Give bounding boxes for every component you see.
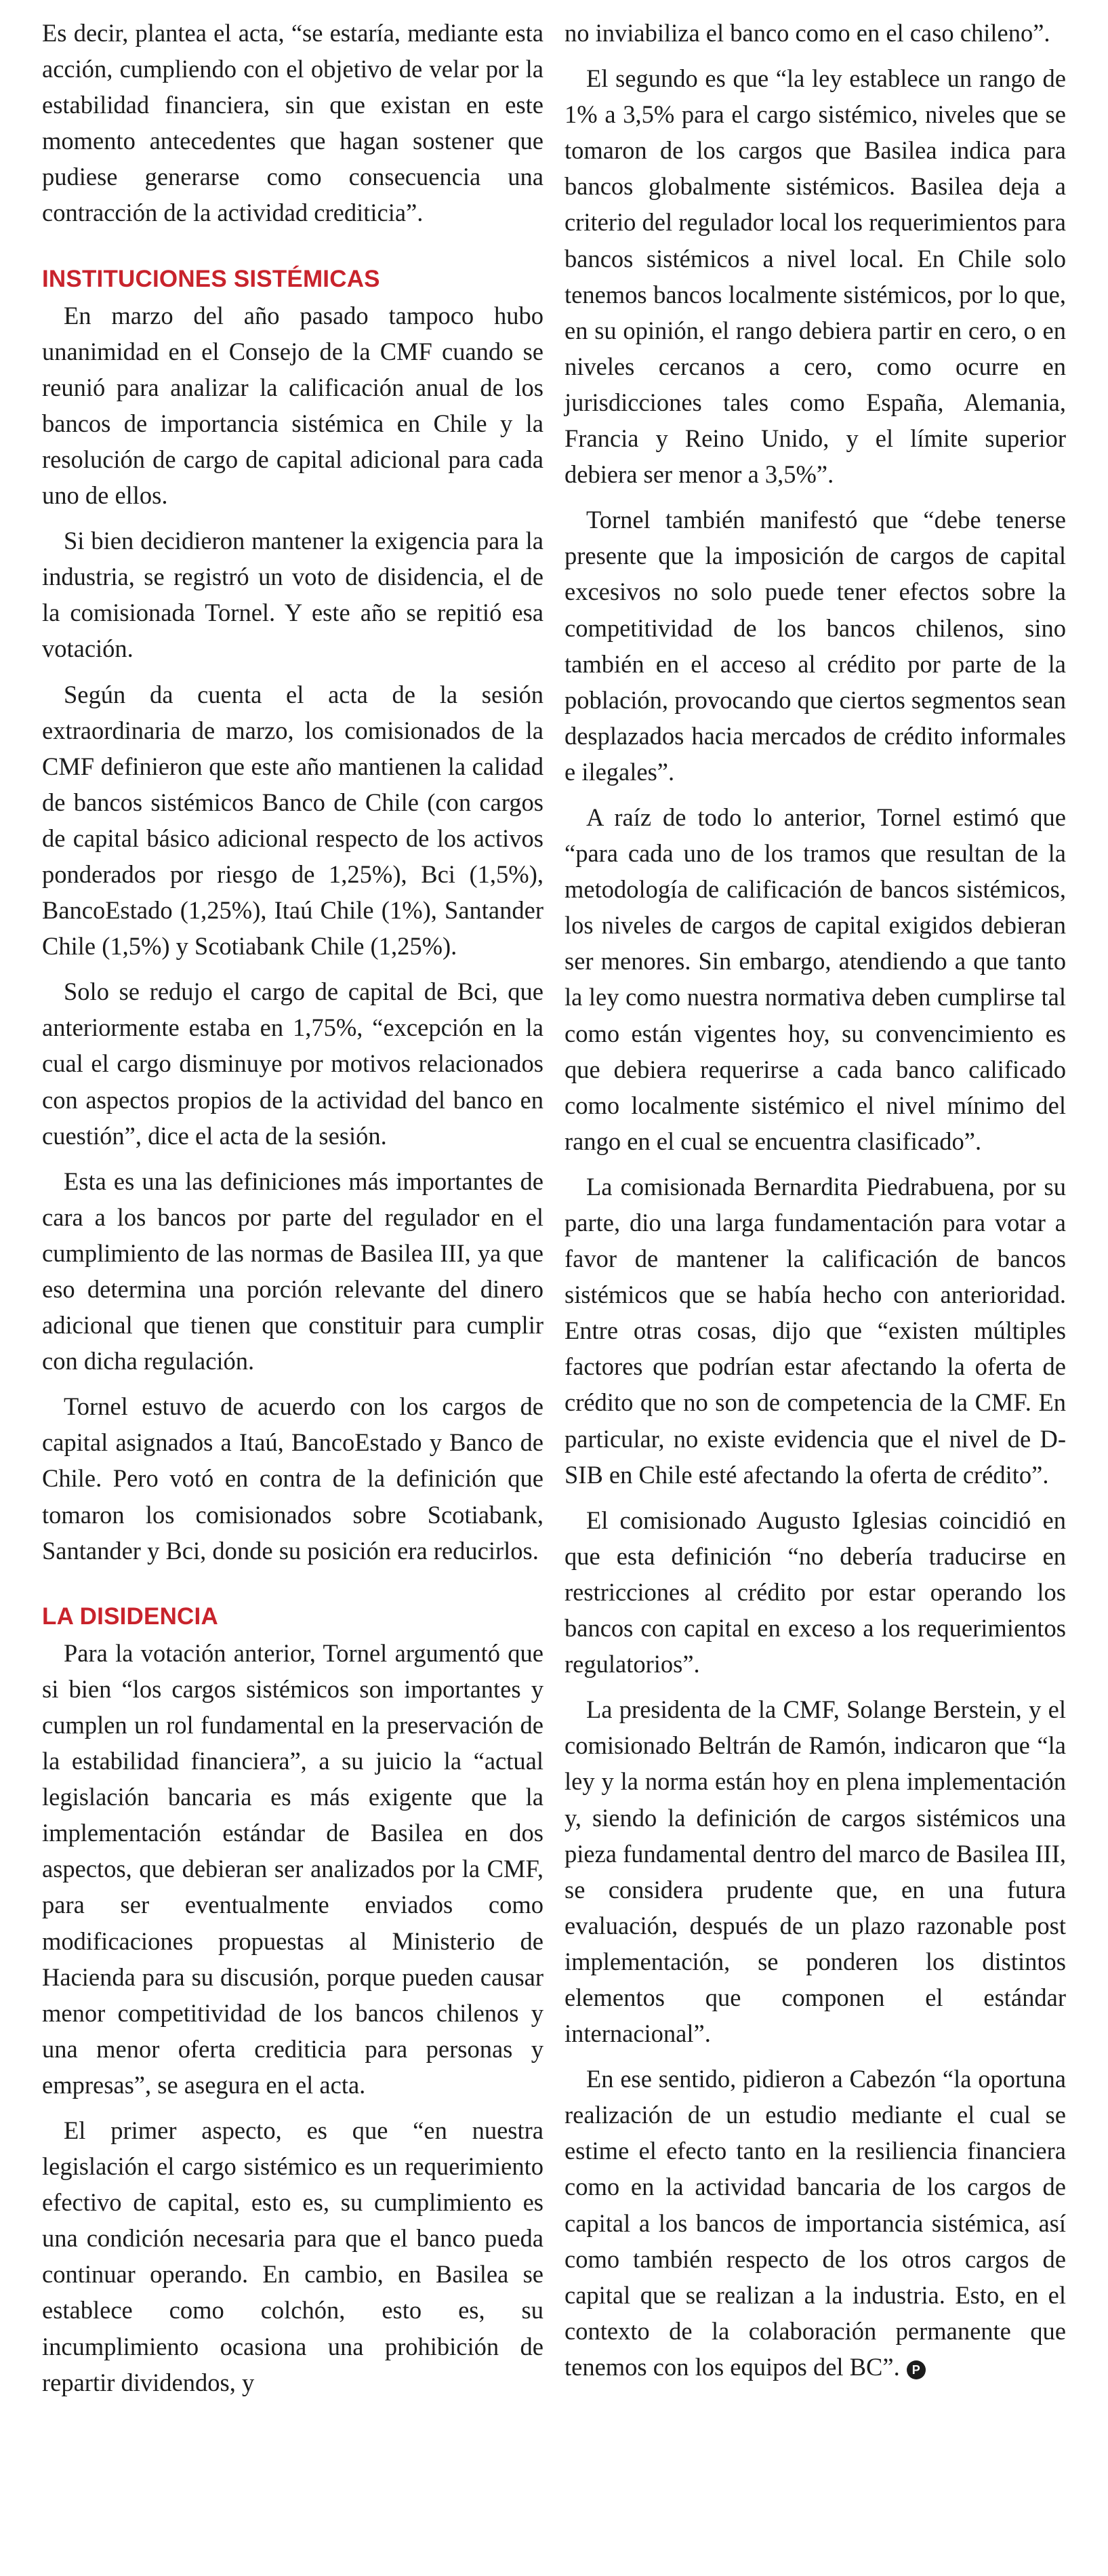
section-heading-la-disidencia: LA DISIDENCIA (42, 1603, 218, 1630)
paragraph: Tornel también manifestó que “debe tenerse presente que la imposición de cargos de capital excesivos no solo puede tener efectos sobre la competitividad de los bancos chilenos, sino también en el acceso al crédito por parte de la población, provocando que ciertos segmentos sean desplazados hacia mercados de crédito informales e ilegales”. (565, 506, 1066, 786)
paragraph: Si bien decidieron mantener la exigencia para la industria, se registró un voto de disidencia, el de la comisionada Tornel. Y este año se repitió esa votación. (42, 527, 543, 663)
paragraph: Según da cuenta el acta de la sesión extraordinaria de marzo, los comisionados de la CMF definieron que este año mantienen la calidad de bancos sistémicos Banco de Chile (con cargos de capital básico adicional respecto de los activos ponderados por riesgo de 1,25%), Bci (1,5%), BancoEstado (1,25%), Itaú Chile (1%), Santander Chile (1,5%) y Scotiabank Chile (1,25%). (42, 680, 543, 961)
paragraph: Esta es una las definiciones más importantes de cara a los bancos por parte del regulador en el cumplimiento de las normas de Basilea III, ya que eso determina una porción relevante del dinero adicional que tienen que constituir para cumplir con dicha regulación. (42, 1167, 543, 1375)
section-heading-instituciones-sistemicas: INSTITUCIONES SISTÉMICAS (42, 265, 380, 292)
paragraph: La presidenta de la CMF, Solange Berstein, y el comisionado Beltrán de Ramón, indicaron que “la ley y la norma están hoy en plena implementación y, siendo la definición de cargos sistémicos una pieza fundamental dentro del marco de Basilea III, se considera prudente que, en una futura evaluación, después de un plazo razonable post implementación, se ponderen los distintos elementos que componen el estándar internacional”. (565, 1695, 1066, 2048)
paragraph: El comisionado Augusto Iglesias coincidió en que esta definición “no debería traducirse en restricciones al crédito por estar operando los bancos con capital en exceso a los requerimientos regulatorios”. (565, 1506, 1066, 1678)
right-column (565, 15, 1066, 2576)
paragraph: El segundo es que “la ley establece un rango de 1% a 3,5% para el cargo sistémico, niveles que se tomaron de los cargos que Basilea indica para bancos globalmente sistémicos. Basilea deja a criterio del regulador local los requerimientos para bancos sistémicos a nivel local. En Chile solo tenemos bancos localmente sistémicos, por lo que, en su opinión, el rango debiera partir en cero, o en niveles cercanos a cero, como ocurre en jurisdicciones tales como España, Alemania, Francia y Reino Unido, y el límite superior debiera ser menor a 3,5%”. (565, 64, 1066, 489)
paragraph: El primer aspecto, es que “en nuestra legislación el cargo sistémico es un requerimiento efectivo de capital, esto es, su cumplimiento es una condición necesaria para que el banco pueda continuar operando. En cambio, en Basilea se establece como colchón, esto es, su incumplimiento ocasiona una prohibición de repartir dividendos, y (42, 2116, 543, 2396)
paragraph: Para la votación anterior, Tornel argumentó que si bien “los cargos sistémicos son importantes y cumplen un rol fundamental en la preservación de la estabilidad financiera”, a su juicio la “actual legislación bancaria es más exigente que la implementación estándar de Basilea en dos aspectos, que debieran ser analizados por la CMF, para ser eventualmente enviados como modificaciones propuestas al Ministerio de Hacienda para su discusión, porque pueden causar menor competitividad de los bancos chilenos y una menor oferta crediticia para personas y empresas”, se asegura en el acta. (42, 1638, 543, 2099)
paragraph-final (565, 2061, 1066, 2385)
paragraph: Solo se redujo el cargo de capital de Bci, que anteriormente estaba en 1,75%, “excepción en la cual el cargo disminuye por motivos relacionados con aspectos propios de la actividad del banco en cuestión”, dice el acta de la sesión. (42, 978, 543, 1150)
paragraph: Tornel estuvo de acuerdo con los cargos de capital asignados a Itaú, BancoEstado y Banco de Chile. Pero votó en contra de la definición que tomaron los comisionados sobre Scotiabank, Santander y Bci, donde su posición era reducirlos. (42, 1392, 543, 1565)
paragraph: Es decir, plantea el acta, “se estaría, mediante esta acción, cumpliendo con el objetivo de velar por la estabilidad financiera, sin que existan en este momento antecedentes que hagan sostener que pudiese generarse como consecuencia una contracción de la actividad crediticia”. (42, 19, 543, 227)
paragraph: La comisionada Bernardita Piedrabuena, por su parte, dio una larga fundamentación para votar a favor de mantener la calificación de bancos sistémicos que se había hecho con anterioridad. Entre otras cosas, dijo que “existen múltiples factores que podrían estar afectando la oferta de crédito que no son de competencia de la CMF. En particular, no existe evidencia que el nivel de D-SIB en Chile esté afectando la oferta de crédito”. (565, 1172, 1066, 1489)
paragraph: En marzo del año pasado tampoco hubo unanimidad en el Consejo de la CMF cuando se reunió para analizar la calificación anual de los bancos de importancia sistémica en Chile y la resolución de cargo de capital adicional para cada uno de ellos. (42, 301, 543, 510)
left-column (42, 15, 543, 2576)
end-of-article-icon: P (907, 2360, 926, 2379)
paragraph: A raíz de todo lo anterior, Tornel estimó que “para cada uno de los tramos que resultan de la metodología de calificación de bancos sistémicos, los niveles de cargos de capital exigidos debieran ser menores. Sin embargo, atendiendo a que tanto la ley como nuestra normativa deben cumplirse tal como están vigentes hoy, su convencimiento es que debiera requerirse a cada banco calificado como localmente sistémico el nivel mínimo del rango en el cual se encuentra clasificado”. (565, 803, 1066, 1155)
paragraph: no inviabiliza el banco como en el caso chileno”. (565, 19, 1050, 47)
paragraph-text: En ese sentido, pidieron a Cabezón “la oportuna realización de un estudio mediante el cual se estime el efecto tanto en la resiliencia financiera como en la actividad bancaria de los cargos de capital a los bancos de importancia sistémica, así como también respecto de los otros cargos de capital que se realizan a la industria. Esto, en el contexto de la colaboración permanente que tenemos con los equipos del BC”. (565, 2065, 1066, 2381)
